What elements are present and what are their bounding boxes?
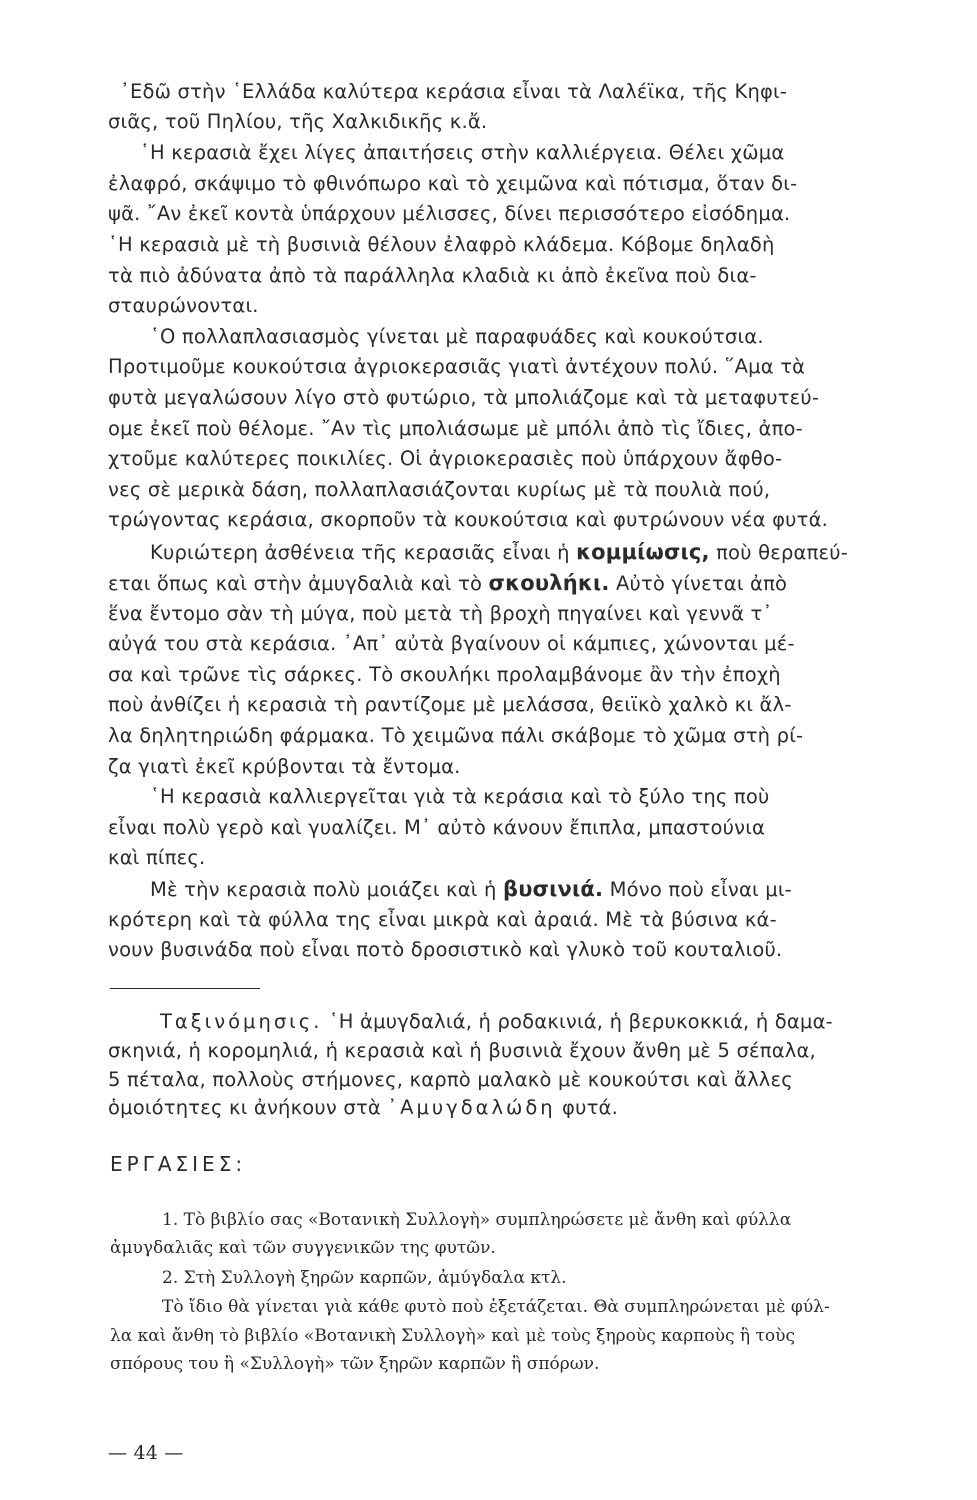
text-line: ποὺ ἀνθίζει ἡ κερασιὰ τὴ ραντίζομε μὲ μελάσσα, θειϊκὸ χαλκὸ κι ἄλ- xyxy=(108,693,792,716)
text-line: καὶ πίπες. xyxy=(108,846,206,869)
task-item: ἀμυγδαλιᾶς καὶ τῶν συγγενικῶν της φυτῶν. xyxy=(110,1238,496,1258)
text-line: τὰ πιὸ ἀδύνατα ἀπὸ τὰ παράλληλα κλαδιὰ κι ἀπὸ ἐκεῖνα ποὺ δια- xyxy=(108,264,757,287)
text-line: Ταξινόμησις. ῾Η ἀμυγδαλιά, ἡ ροδακινιά, ἡ βερυκοκκιά, ἡ δαμα- xyxy=(160,1010,833,1033)
text-line: σταυρώνονται. xyxy=(108,294,259,317)
task-item: σπόρους του ἢ «Συλλογὴ» τῶν ξηρῶν καρπῶν ἢ σπόρων. xyxy=(110,1354,600,1374)
text-line: σκηνιά, ἡ κορομηλιά, ἡ κερασιὰ καὶ ἡ βυσινιὰ ἔχουν ἄνθη μὲ 5 σέπαλα, xyxy=(108,1039,816,1062)
text-line: χτοῦμε καλύτερες ποικιλίες. Οἱ ἀγριοκερασιὲς ποὺ ὑπάρχουν ἄφθο- xyxy=(108,447,783,470)
text-line: σα καὶ τρῶνε τὶς σάρκες. Τὸ σκουλήκι προλαμβάνομε ἂν τὴν ἐποχὴ xyxy=(108,663,781,686)
task-item: 2. Στὴ Συλλογὴ ξηρῶν καρπῶν, ἀμύγδαλα κτλ. xyxy=(162,1268,567,1288)
text-line: ῾Η κερασιὰ μὲ τὴ βυσινιὰ θέλουν ἐλαφρὸ κλάδεμα. Κόβομε δηλαδὴ xyxy=(108,233,775,256)
tasks-heading: ΕΡΓΑΣΙΕΣ: xyxy=(110,1152,247,1176)
text-line: ῾Η κερασιὰ καλλιεργεῖται γιὰ τὰ κεράσια καὶ τὸ ξύλο της ποὺ xyxy=(150,785,770,808)
text-line: Κυριώτερη ἀσθένεια τῆς κερασιᾶς εἶναι ἡ κομμίωσις, ποὺ θεραπεύ- xyxy=(150,540,848,564)
text-line: αὐγά του στὰ κεράσια. ᾿Απ᾿ αὐτὰ βγαίνουν οἱ κάμπιες, χώνονται μέ- xyxy=(108,632,795,655)
task-item: λα καὶ ἄνθη τὸ βιβλίο «Βοτανικὴ Συλλογὴ» καὶ μὲ τοὺς ξηροὺς καρποὺς ἢ τοὺς xyxy=(110,1326,795,1346)
text-line: ζα γιατὶ ἐκεῖ κρύβονται τὰ ἔντομα. xyxy=(108,755,461,778)
bold-term: βυσινιά. xyxy=(502,877,604,901)
text-line: κρότερη καὶ τὰ φύλλα της εἶναι μικρὰ καὶ ἀραιά. Μὲ τὰ βύσινα κά- xyxy=(108,908,777,931)
text-line: ῾Ο πολλαπλασιασμὸς γίνεται μὲ παραφυάδες καὶ κουκούτσια. xyxy=(150,325,764,348)
text-line: ὁμοιότητες κι ἀνήκουν στὰ ᾿Αμυγδαλώδη φυτά. xyxy=(108,1096,618,1119)
bold-term: κομμίωσις, xyxy=(576,540,710,564)
task-item: 1. Τὸ βιβλίο σας «Βοτανικὴ Συλλογὴ» συμπληρώσετε μὲ ἄνθη καὶ φύλλα xyxy=(162,1210,792,1230)
text-line: λα δηλητηριώδη φάρμακα. Τὸ χειμῶνα πάλι σκάβομε τὸ χῶμα στὴ ρί- xyxy=(108,724,804,747)
text-line: ψᾶ. ῎Αν ἐκεῖ κοντὰ ὑπάρχουν μέλισσες, δίνει περισσότερο εἰσόδημα. xyxy=(108,202,791,225)
footnote-divider xyxy=(110,988,260,989)
text-line: ἐλαφρό, σκάψιμο τὸ φθινόπωρο καὶ τὸ χειμῶνα καὶ πότισμα, ὅταν δι- xyxy=(108,172,798,195)
text-line: Μὲ τὴν κερασιὰ πολὺ μοιάζει καὶ ἡ βυσινιά. Μόνο ποὺ εἶναι μι- xyxy=(150,877,792,901)
text-line: νες σὲ μερικὰ δάση, πολλαπλασιάζονται κυρίως μὲ τὰ πουλιὰ πού, xyxy=(108,478,771,501)
text-line: φυτὰ μεγαλώσουν λίγο στὸ φυτώριο, τὰ μπολιάζομε καὶ τὰ μεταφυτεύ- xyxy=(108,386,820,409)
text-line: ῾Η κερασιὰ ἔχει λίγες ἀπαιτήσεις στὴν καλλιέργεια. Θέλει χῶμα xyxy=(140,141,785,164)
text-line: Προτιμοῦμε κουκούτσια ἀγριοκερασιᾶς γιατὶ ἀντέχουν πολύ. ῞Αμα τὰ xyxy=(108,355,806,378)
text-line: ομε ἐκεῖ ποὺ θέλομε. ῎Αν τὶς μπολιάσωμε μὲ μπόλι ἀπὸ τὶς ἴδιες, ἀπο- xyxy=(108,417,803,440)
text-line: εται ὅπως καὶ στὴν ἀμυγδαλιὰ καὶ τὸ σκουλήκι. Αὐτὸ γίνεται ἀπὸ xyxy=(108,571,788,595)
text-line: σιᾶς, τοῦ Πηλίου, τῆς Χαλκιδικῆς κ.ἄ. xyxy=(108,110,488,133)
classification-label: Ταξινόμησις. xyxy=(160,1010,323,1033)
bold-term: σκουλήκι. xyxy=(488,571,610,595)
task-item: Τὸ ἴδιο θὰ γίνεται γιὰ κάθε φυτὸ ποὺ ἐξετάζεται. Θὰ συμπληρώνεται μὲ φύλ- xyxy=(162,1297,830,1317)
text-line: νουν βυσινάδα ποὺ εἶναι ποτὸ δροσιστικὸ καὶ γλυκὸ τοῦ κουταλιοῦ. xyxy=(108,938,783,961)
text-line: ᾿Εδῶ στὴν ῾Ελλάδα καλύτερα κεράσια εἶναι τὰ Λαλέϊκα, τῆς Κηφι- xyxy=(120,80,788,103)
page-number: — 44 — xyxy=(108,1442,184,1464)
text-line: 5 πέταλα, πολλοὺς στήμονες, καρπὸ μαλακὸ μὲ κουκούτσι καὶ ἄλλες xyxy=(108,1068,793,1091)
text-line: ἕνα ἔντομο σὰν τὴ μύγα, ποὺ μετὰ τὴ βροχὴ πηγαίνει καὶ γεννᾶ τ᾿ xyxy=(108,602,773,625)
text-line: εἶναι πολὺ γερὸ καὶ γυαλίζει. Μ᾿ αὐτὸ κάνουν ἔπιπλα, μπαστούνια xyxy=(108,816,766,839)
text-line: τρώγοντας κεράσια, σκορποῦν τὰ κουκούτσια καὶ φυτρώνουν νέα φυτά. xyxy=(108,508,829,531)
